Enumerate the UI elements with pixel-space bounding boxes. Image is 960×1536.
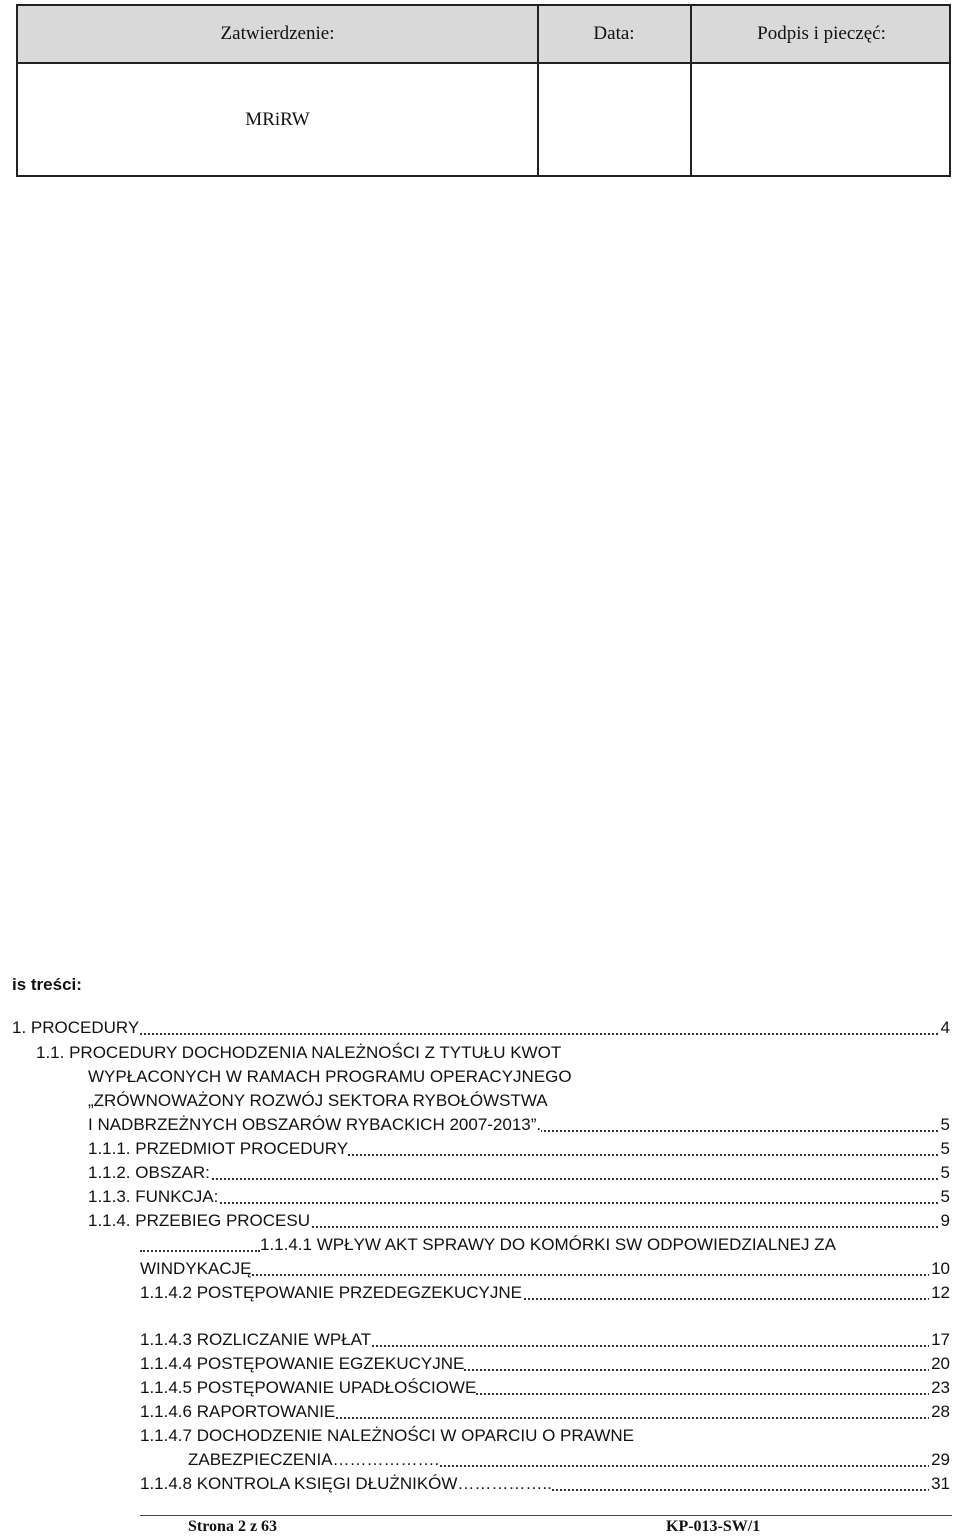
toc-entry-text: 1.1.3. FUNKCJA: [88,1187,219,1206]
toc-entry-text: 1. PROCEDURY [12,1018,140,1037]
toc-entry[interactable] [140,1474,950,1496]
toc-entry-text: 1.1.4.2 POSTĘPOWANIE PRZEDEGZEKUCYJNE [140,1283,522,1302]
toc-leader [140,1235,260,1257]
toc-entry-text: I NADBRZEŻNYCH OBSZARÓW RYBACKICH 2007-2013”. [88,1115,542,1134]
toc-entry[interactable] [188,1450,950,1472]
toc-entry-page: 9 [940,1211,950,1230]
toc-entry-page: 5 [940,1187,950,1206]
toc-entry-line[interactable]: 1.1.4.1 WPŁYW AKT SPRAWY DO KOMÓRKI SW ODPOWIEDZIALNEJ ZA [260,1235,836,1254]
toc-entry-page: 17 [931,1330,950,1349]
toc-entry[interactable] [88,1115,950,1137]
toc-entry-text: 1.1.4.4 POSTĘPOWANIE EGZEKUCYJNE [140,1354,465,1373]
toc-entry-page: 29 [931,1450,950,1469]
toc-entry[interactable] [88,1187,950,1209]
toc-entry-text: 1.1.4.6 RAPORTOWANIE [140,1402,336,1421]
toc-entry-text: 1.1.4. PRZEBIEG PROCESU [88,1211,311,1230]
toc-entry[interactable] [12,1018,950,1040]
toc-entry-page: 23 [931,1378,950,1397]
toc-entry-page: 4 [940,1018,950,1037]
toc-entry-text: 1.1.1. PRZEDMIOT PROCEDURY [88,1139,349,1158]
toc-entry-page: 5 [940,1139,950,1158]
toc-entry-text: 1.1.4.5 POSTĘPOWANIE UPADŁOŚCIOWE [140,1378,477,1397]
toc-entry-page: 20 [931,1354,950,1373]
toc-entry-page: 31 [931,1474,950,1493]
toc-entry-page: 12 [931,1283,950,1302]
toc-entry-text: 1.1.4.3 ROZLICZANIE WPŁAT [140,1330,372,1349]
footer-divider [140,1515,952,1516]
toc-entry[interactable] [88,1211,950,1233]
toc-entry-page: 5 [940,1163,950,1182]
toc-entry-line[interactable]: 1.1. PROCEDURY DOCHODZENIA NALEŻNOŚCI Z TYTUŁU KWOT [36,1043,562,1062]
toc-entry-page: 5 [940,1115,950,1134]
toc-entry-line[interactable]: „ZRÓWNOWAŻONY ROZWÓJ SEKTORA RYBOŁÓWSTWA [88,1091,548,1110]
toc-entry[interactable] [140,1259,950,1281]
page-number: Strona 2 z 63 [188,1518,278,1535]
toc-entry-text: ZABEZPIECZENIA………………. [188,1450,440,1469]
approval-header-label: Zatwierdzenie: [220,23,335,44]
document-code: KP-013-SW/1 [666,1518,761,1535]
toc-entry-text: 1.1.4.8 KONTROLA KSIĘGI DŁUŻNIKÓW…………….. [140,1474,552,1493]
signature-header-label: Podpis i pieczęć: [757,23,886,44]
approval-table [16,4,951,177]
toc-entry[interactable] [140,1330,950,1352]
toc-entry[interactable] [88,1139,950,1161]
toc-entry-text: WINDYKACJĘ [140,1259,252,1278]
toc-entry[interactable] [140,1378,950,1400]
toc-title: is treści: [12,975,82,994]
toc-entry-page: 28 [931,1402,950,1421]
toc-entry[interactable] [88,1163,950,1185]
toc-entry[interactable] [140,1354,950,1376]
approval-value: MRiRW [245,109,310,130]
toc-entry-line[interactable]: WYPŁACONYCH W RAMACH PROGRAMU OPERACYJNEGO [88,1067,572,1086]
toc-entry-text: 1.1.2. OBSZAR: [88,1163,210,1182]
toc-entry-line[interactable]: 1.1.4.7 DOCHODZENIE NALEŻNOŚCI W OPARCIU O PRAWNE [140,1426,635,1445]
toc-entry[interactable] [140,1283,950,1305]
toc-entry-page: 10 [931,1259,950,1278]
date-header-label: Data: [593,23,635,44]
toc-entry[interactable] [140,1402,950,1424]
